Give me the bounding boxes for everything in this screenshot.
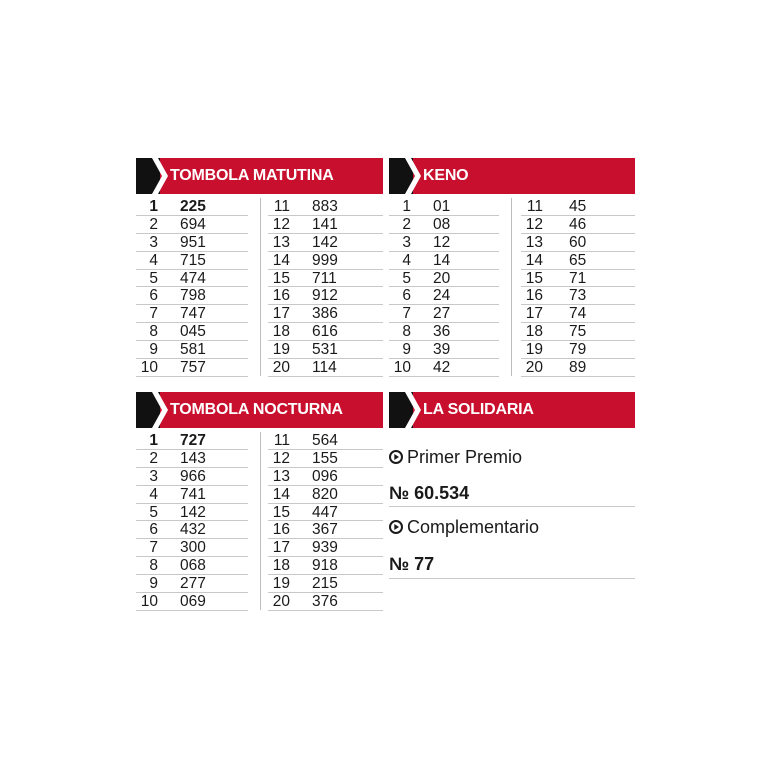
drawn-number: 14 [433, 251, 451, 269]
drawn-number: 143 [180, 449, 206, 467]
drawn-number: 75 [569, 323, 587, 341]
draw-position: 1 [149, 432, 158, 449]
draw-position: 13 [272, 467, 290, 485]
table-row [136, 468, 248, 486]
table-row [389, 252, 499, 270]
drawn-number: 39 [433, 341, 451, 359]
panel-la-solidaria [389, 392, 635, 592]
complementario-number: № 77 [389, 554, 435, 574]
table-row [389, 341, 499, 359]
draw-position: 12 [272, 215, 290, 233]
drawn-number: 142 [180, 503, 206, 521]
panel-title: TOMBOLA MATUTINA [170, 167, 334, 184]
draw-position: 5 [402, 269, 411, 287]
draw-position: 17 [272, 305, 290, 323]
drawn-number: 474 [180, 269, 206, 287]
table-row [268, 557, 383, 575]
table-row [136, 323, 248, 341]
table-row [268, 323, 383, 341]
drawn-number: 36 [433, 323, 451, 341]
draw-position: 14 [272, 485, 290, 503]
draw-position: 19 [272, 575, 290, 593]
draw-position: 16 [272, 287, 290, 305]
drawn-number: 65 [569, 251, 587, 269]
drawn-number: 757 [180, 359, 206, 377]
panel-tombola-nocturna [136, 392, 383, 614]
drawn-number: 883 [312, 198, 338, 215]
draw-position: 9 [149, 575, 158, 593]
drawn-number: 01 [433, 198, 451, 215]
draw-position: 1 [149, 198, 158, 215]
table-row [268, 198, 383, 216]
drawn-number: 89 [569, 359, 587, 377]
table-row [136, 486, 248, 504]
draw-position: 20 [525, 359, 543, 377]
drawn-number: 386 [312, 305, 338, 323]
draw-position: 7 [402, 305, 411, 323]
drawn-number: 141 [312, 215, 338, 233]
draw-position: 5 [149, 503, 158, 521]
draw-position: 5 [149, 269, 158, 287]
draw-position: 19 [272, 341, 290, 359]
draw-position: 3 [149, 467, 158, 485]
drawn-number: 27 [433, 305, 451, 323]
table-row [268, 287, 383, 305]
results-col-left [136, 198, 248, 377]
drawn-number: 432 [180, 521, 206, 539]
table-row [389, 287, 499, 305]
draw-position: 14 [272, 251, 290, 269]
column-divider [260, 198, 261, 376]
table-row [389, 234, 499, 252]
table-row [268, 450, 383, 468]
drawn-number: 581 [180, 341, 206, 359]
drawn-number: 912 [312, 287, 338, 305]
drawn-number: 12 [433, 233, 451, 251]
drawn-number: 711 [312, 269, 337, 287]
chevron-right-icon [152, 158, 168, 194]
table-row [521, 305, 635, 323]
draw-position: 13 [272, 233, 290, 251]
table-row [521, 287, 635, 305]
draw-position: 15 [525, 269, 543, 287]
play-circle-icon [389, 520, 403, 534]
table-row [136, 198, 248, 216]
panel-title: KENO [423, 167, 469, 184]
draw-position: 8 [149, 557, 158, 575]
draw-position: 18 [272, 557, 290, 575]
table-row [136, 287, 248, 305]
draw-position: 18 [272, 323, 290, 341]
results-col-right [268, 198, 383, 377]
table-row [389, 216, 499, 234]
drawn-number: 069 [180, 593, 206, 611]
complementario-row [389, 516, 539, 538]
draw-position: 15 [272, 269, 290, 287]
panel-title: TOMBOLA NOCTURNA [170, 401, 343, 418]
table-row [268, 216, 383, 234]
draw-position: 14 [525, 251, 543, 269]
table-row [268, 539, 383, 557]
play-circle-icon [389, 450, 403, 464]
drawn-number: 045 [180, 323, 206, 341]
chevron-right-icon [152, 392, 168, 428]
drawn-number: 46 [569, 215, 587, 233]
draw-position: 9 [402, 341, 411, 359]
chevron-right-icon [405, 158, 421, 194]
drawn-number: 939 [312, 539, 338, 557]
drawn-number: 951 [180, 233, 206, 251]
draw-position: 11 [273, 198, 290, 215]
table-row [136, 450, 248, 468]
panel-title: LA SOLIDARIA [423, 401, 534, 418]
draw-position: 11 [273, 432, 290, 449]
table-row [268, 593, 383, 611]
table-row [389, 198, 499, 216]
drawn-number: 447 [312, 503, 338, 521]
table-row [268, 341, 383, 359]
drawn-number: 20 [433, 269, 451, 287]
draw-position: 6 [149, 521, 158, 539]
draw-position: 2 [402, 215, 411, 233]
drawn-number: 820 [312, 485, 338, 503]
drawn-number: 42 [433, 359, 451, 377]
table-row [268, 234, 383, 252]
drawn-number: 08 [433, 215, 451, 233]
table-row [521, 323, 635, 341]
draw-position: 20 [272, 593, 290, 611]
draw-position: 15 [272, 503, 290, 521]
draw-position: 19 [525, 341, 543, 359]
table-row [268, 359, 383, 377]
drawn-number: 616 [312, 323, 338, 341]
drawn-number: 71 [569, 269, 587, 287]
table-row [268, 504, 383, 522]
table-row [136, 575, 248, 593]
drawn-number: 918 [312, 557, 338, 575]
table-row [268, 521, 383, 539]
primer-premio-row [389, 446, 522, 468]
drawn-number: 999 [312, 251, 338, 269]
divider [389, 506, 635, 507]
table-row [136, 539, 248, 557]
panel-header [136, 158, 383, 194]
draw-position: 16 [272, 521, 290, 539]
panel-tombola-matutina [136, 158, 383, 380]
results-col-left [136, 432, 248, 611]
table-row [136, 234, 248, 252]
drawn-number: 277 [180, 575, 206, 593]
panel-header [389, 392, 635, 428]
panel-header [389, 158, 635, 194]
drawn-number: 798 [180, 287, 206, 305]
table-row [521, 252, 635, 270]
table-row [521, 359, 635, 377]
drawn-number: 225 [180, 198, 206, 215]
table-row [521, 216, 635, 234]
drawn-number: 215 [312, 575, 338, 593]
table-row [521, 198, 635, 216]
draw-position: 17 [525, 305, 543, 323]
table-row [136, 593, 248, 611]
panel-header [136, 392, 383, 428]
table-row [521, 341, 635, 359]
draw-position: 20 [272, 359, 290, 377]
table-row [521, 234, 635, 252]
drawn-number: 727 [180, 432, 206, 449]
table-row [389, 305, 499, 323]
results-col-right [268, 432, 383, 611]
drawn-number: 966 [180, 467, 206, 485]
drawn-number: 747 [180, 305, 206, 323]
drawn-number: 564 [312, 432, 338, 449]
table-row [268, 486, 383, 504]
table-row [136, 432, 248, 450]
draw-position: 12 [525, 215, 543, 233]
draw-position: 6 [402, 287, 411, 305]
table-row [268, 252, 383, 270]
results-col-right [521, 198, 635, 377]
draw-position: 11 [526, 198, 543, 215]
draw-position: 7 [149, 539, 158, 557]
draw-position: 4 [149, 485, 158, 503]
drawn-number: 114 [312, 359, 337, 377]
divider [389, 578, 635, 579]
drawn-number: 694 [180, 215, 206, 233]
draw-position: 10 [393, 359, 411, 377]
drawn-number: 531 [312, 341, 338, 359]
drawn-number: 155 [312, 449, 338, 467]
table-row [136, 305, 248, 323]
table-row [136, 216, 248, 234]
drawn-number: 142 [312, 233, 338, 251]
table-row [521, 270, 635, 288]
drawn-number: 096 [312, 467, 338, 485]
table-row [389, 359, 499, 377]
drawn-number: 376 [312, 593, 338, 611]
table-row [136, 521, 248, 539]
table-row [389, 323, 499, 341]
primer-premio-number: № 60.534 [389, 483, 470, 503]
draw-position: 3 [402, 233, 411, 251]
draw-position: 8 [149, 323, 158, 341]
table-row [136, 557, 248, 575]
drawn-number: 367 [312, 521, 338, 539]
drawn-number: 300 [180, 539, 206, 557]
draw-position: 2 [149, 215, 158, 233]
drawn-number: 60 [569, 233, 587, 251]
draw-position: 6 [149, 287, 158, 305]
table-row [136, 359, 248, 377]
column-divider [511, 198, 512, 376]
table-row [136, 270, 248, 288]
draw-position: 3 [149, 233, 158, 251]
table-row [268, 305, 383, 323]
draw-position: 1 [402, 198, 411, 215]
draw-position: 9 [149, 341, 158, 359]
draw-position: 18 [525, 323, 543, 341]
draw-position: 13 [525, 233, 543, 251]
table-row [136, 341, 248, 359]
table-row [389, 270, 499, 288]
panel-keno [389, 158, 635, 380]
drawn-number: 24 [433, 287, 451, 305]
results-col-left [389, 198, 499, 377]
drawn-number: 715 [180, 251, 206, 269]
drawn-number: 73 [569, 287, 587, 305]
drawn-number: 068 [180, 557, 206, 575]
drawn-number: 79 [569, 341, 587, 359]
drawn-number: 741 [180, 485, 206, 503]
draw-position: 7 [149, 305, 158, 323]
draw-position: 2 [149, 449, 158, 467]
primer-premio-label: Primer Premio [407, 447, 523, 467]
draw-position: 10 [140, 593, 158, 611]
table-row [268, 432, 383, 450]
table-row [136, 252, 248, 270]
column-divider [260, 432, 261, 610]
draw-position: 4 [402, 251, 411, 269]
table-row [268, 575, 383, 593]
draw-position: 17 [272, 539, 290, 557]
draw-position: 12 [272, 449, 290, 467]
draw-position: 16 [525, 287, 543, 305]
table-row [136, 504, 248, 522]
draw-position: 4 [149, 251, 158, 269]
drawn-number: 45 [569, 198, 587, 215]
table-row [268, 468, 383, 486]
drawn-number: 74 [569, 305, 587, 323]
table-row [268, 270, 383, 288]
chevron-right-icon [405, 392, 421, 428]
draw-position: 8 [402, 323, 411, 341]
draw-position: 10 [140, 359, 158, 377]
complementario-label: Complementario [407, 517, 540, 537]
